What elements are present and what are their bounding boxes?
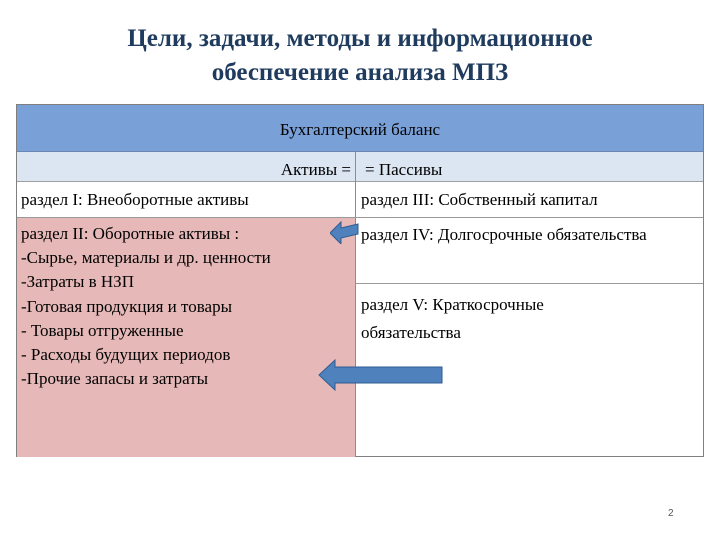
column-divider	[355, 152, 356, 457]
table-subheader	[17, 152, 703, 182]
section-4-long-term-liabilities: раздел IV: Долгосрочные обязательства	[361, 225, 647, 244]
liabilities-label: = Пассивы	[365, 160, 443, 179]
balance-table	[16, 104, 704, 457]
arrow-left-icon	[330, 218, 360, 244]
current-assets-line: - Товары отгруженные	[21, 320, 184, 340]
current-assets-line: раздел II: Оборотные активы :	[21, 224, 240, 243]
section-5-line-1: раздел V: Краткосрочные	[361, 295, 544, 314]
table-header: Бухгалтерский баланс	[17, 105, 703, 152]
title-line-1: Цели, задачи, методы и информационное	[127, 25, 593, 52]
section-5-short-term-liabilities	[361, 291, 544, 347]
current-assets-line: - Расходы будущих периодов	[21, 345, 231, 365]
current-assets-line: -Прочие запасы и затраты	[21, 369, 209, 389]
page-title	[0, 22, 720, 90]
section-5-line-2: обязательства	[361, 323, 461, 342]
row-divider-right	[356, 283, 703, 284]
arrow-left-icon	[318, 358, 444, 392]
page-number: 2	[668, 508, 674, 519]
section-2-current-assets	[21, 222, 351, 391]
current-assets-line: -Готовая продукция и товары	[21, 296, 232, 316]
current-assets-line: -Сырье, материалы и др. ценности	[21, 248, 271, 268]
title-line-2: обеспечение анализа МПЗ	[211, 59, 509, 86]
section-1-noncurrent-assets: раздел I: Внеоборотные активы	[21, 190, 249, 209]
assets-label: Активы =	[280, 160, 351, 179]
section-3-equity: раздел III: Собственный капитал	[361, 190, 598, 209]
current-assets-line: -Затраты в НЗП	[21, 272, 134, 292]
